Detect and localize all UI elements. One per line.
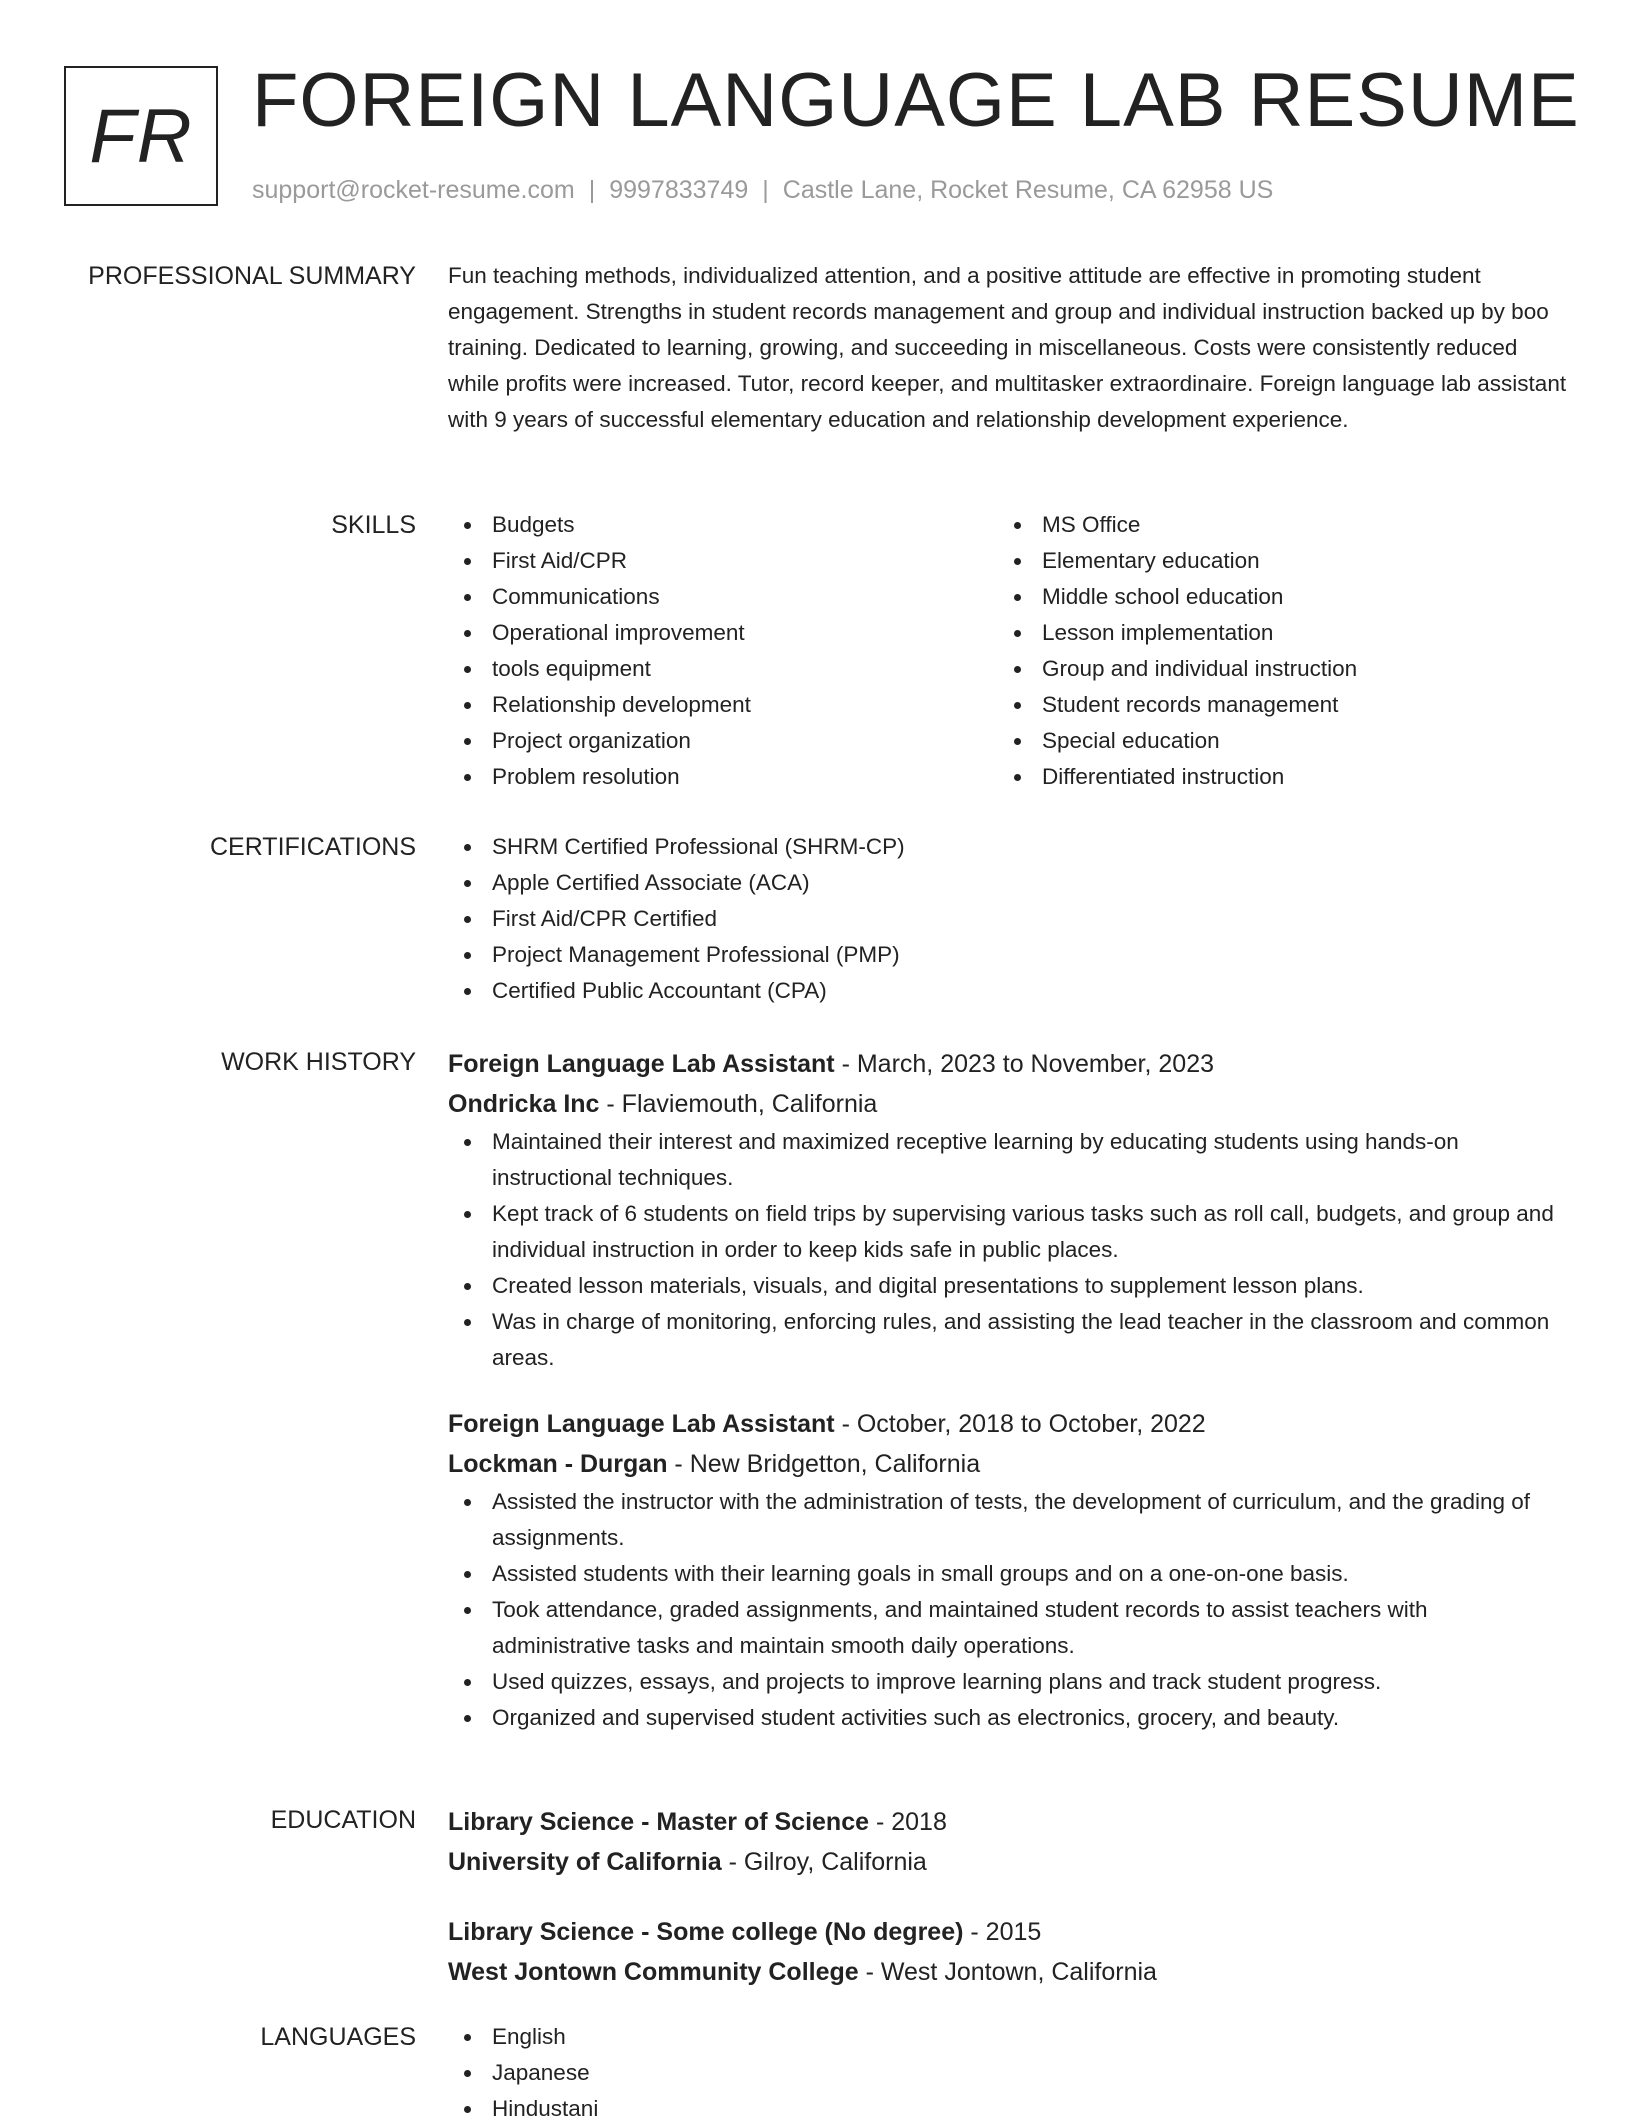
- language-item: Japanese: [448, 2055, 1568, 2091]
- skill-item: tools equipment: [448, 651, 998, 687]
- job-duty: Maintained their interest and maximized receptive learning by educating students using hands-on instructional techniques.: [448, 1124, 1568, 1196]
- job-title: Foreign Language Lab Assistant: [448, 1410, 835, 1438]
- job-company: Lockman - Durgan: [448, 1450, 668, 1478]
- job-company-line: [448, 1444, 1568, 1484]
- education-school-line: [448, 1952, 1568, 1992]
- summary-body: [448, 258, 1568, 438]
- job-location: - Flaviemouth, California: [599, 1090, 878, 1118]
- education-entry: [448, 1802, 1568, 1882]
- skill-item: Special education: [998, 723, 1568, 759]
- skill-item: Group and individual instruction: [998, 651, 1568, 687]
- contact-address: Castle Lane, Rocket Resume, CA 62958 US: [782, 176, 1274, 204]
- skill-item: Problem resolution: [448, 759, 998, 795]
- contact-separator: |: [588, 176, 596, 204]
- summary-text: Fun teaching methods, individualized attention, and a positive attitude are effective in promoting student engagement. Strengths in student records management and group and individual instruction backed up by boo training. Dedicated to learning, growing, and succeeding in miscellaneous. Costs were consistently reduced while profits were increased. Tutor, record keeper, and multitasker extraordinaire. Foreign language lab assistant with 9 years of successful elementary education and relationship development experience.: [448, 263, 1567, 432]
- education-entry: [448, 1912, 1568, 1992]
- certification-item: Apple Certified Associate (ACA): [448, 865, 1568, 901]
- job-duty: Used quizzes, essays, and projects to improve learning plans and track student progress.: [448, 1664, 1568, 1700]
- job-duty: Assisted the instructor with the administration of tests, the development of curriculum, and the grading of assignments.: [448, 1484, 1568, 1556]
- job-location: - New Bridgetton, California: [667, 1450, 981, 1478]
- section-label-skills: SKILLS: [331, 511, 416, 539]
- section-label-summary: PROFESSIONAL SUMMARY: [88, 262, 416, 290]
- education-degree-line: [448, 1802, 1568, 1842]
- skill-item: First Aid/CPR: [448, 543, 998, 579]
- education-year: - 2015: [963, 1918, 1042, 1946]
- language-item: Hindustani: [448, 2091, 1568, 2127]
- languages-body: [448, 2019, 1568, 2127]
- job-entry: [448, 1044, 1568, 1376]
- monogram-logo: FR: [64, 66, 218, 206]
- job-duty: Organized and supervised student activities such as electronics, grocery, and beauty.: [448, 1700, 1568, 1736]
- contact-line: [252, 174, 1273, 206]
- skill-item: Middle school education: [998, 579, 1568, 615]
- job-company-line: [448, 1084, 1568, 1124]
- education-body: [448, 1802, 1568, 1992]
- education-location: - West Jontown, California: [858, 1958, 1157, 1986]
- job-title: Foreign Language Lab Assistant: [448, 1050, 835, 1078]
- education-year: - 2018: [869, 1808, 947, 1836]
- language-item: English: [448, 2019, 1568, 2055]
- certifications-list: [448, 829, 1568, 1009]
- contact-email: support@rocket-resume.com: [252, 176, 575, 204]
- section-label-education: EDUCATION: [270, 1806, 416, 1834]
- certification-item: SHRM Certified Professional (SHRM-CP): [448, 829, 1568, 865]
- job-duty: Took attendance, graded assignments, and maintained student records to assist teachers with administrative tasks and maintain smooth daily operations.: [448, 1592, 1568, 1664]
- education-location: - Gilroy, California: [721, 1848, 927, 1876]
- skill-item: Communications: [448, 579, 998, 615]
- certification-item: Project Management Professional (PMP): [448, 937, 1568, 973]
- section-label-work-history: WORK HISTORY: [221, 1048, 416, 1076]
- skills-body: [448, 507, 1568, 807]
- job-duties-list: [448, 1484, 1568, 1736]
- certifications-body: [448, 829, 1568, 1009]
- skills-list-left: [448, 507, 998, 795]
- skill-item: Differentiated instruction: [998, 759, 1568, 795]
- education-degree: Library Science - Some college (No degree): [448, 1918, 964, 1946]
- job-title-line: [448, 1044, 1568, 1084]
- job-dates: - October, 2018 to October, 2022: [834, 1410, 1206, 1438]
- education-school-line: [448, 1842, 1568, 1882]
- education-degree-line: [448, 1912, 1568, 1952]
- job-duty: Assisted students with their learning goals in small groups and on a one-on-one basis.: [448, 1556, 1568, 1592]
- skills-list-right: [998, 507, 1568, 795]
- job-duty: Kept track of 6 students on field trips by supervising various tasks such as roll call, budgets, and group and individual instruction in order to keep kids safe in public places.: [448, 1196, 1568, 1268]
- certification-item: First Aid/CPR Certified: [448, 901, 1568, 937]
- certification-item: Certified Public Accountant (CPA): [448, 973, 1568, 1009]
- job-company: Ondricka Inc: [448, 1090, 600, 1118]
- job-dates: - March, 2023 to November, 2023: [834, 1050, 1214, 1078]
- work-history-body: [448, 1044, 1568, 1736]
- skill-item: Relationship development: [448, 687, 998, 723]
- job-duty: Created lesson materials, visuals, and digital presentations to supplement lesson plans.: [448, 1268, 1568, 1304]
- job-title-line: [448, 1404, 1568, 1444]
- resume-title: FOREIGN LANGUAGE LAB RESUME: [252, 58, 1580, 143]
- job-duty: Was in charge of monitoring, enforcing rules, and assisting the lead teacher in the classroom and common areas.: [448, 1304, 1568, 1376]
- contact-phone: 9997833749: [609, 176, 749, 204]
- contact-separator: |: [762, 176, 769, 204]
- skill-item: Student records management: [998, 687, 1568, 723]
- section-label-certifications: CERTIFICATIONS: [209, 833, 416, 861]
- skill-item: Project organization: [448, 723, 998, 759]
- languages-list: [448, 2019, 1568, 2127]
- skill-item: Budgets: [448, 507, 998, 543]
- section-label-languages: LANGUAGES: [260, 2023, 416, 2051]
- education-degree: Library Science - Master of Science: [448, 1808, 870, 1836]
- job-duties-list: [448, 1124, 1568, 1376]
- skill-item: Operational improvement: [448, 615, 998, 651]
- skill-item: Elementary education: [998, 543, 1568, 579]
- skill-item: Lesson implementation: [998, 615, 1568, 651]
- education-school: West Jontown Community College: [448, 1958, 859, 1986]
- job-entry: [448, 1404, 1568, 1736]
- education-school: University of California: [448, 1848, 722, 1876]
- skill-item: MS Office: [998, 507, 1568, 543]
